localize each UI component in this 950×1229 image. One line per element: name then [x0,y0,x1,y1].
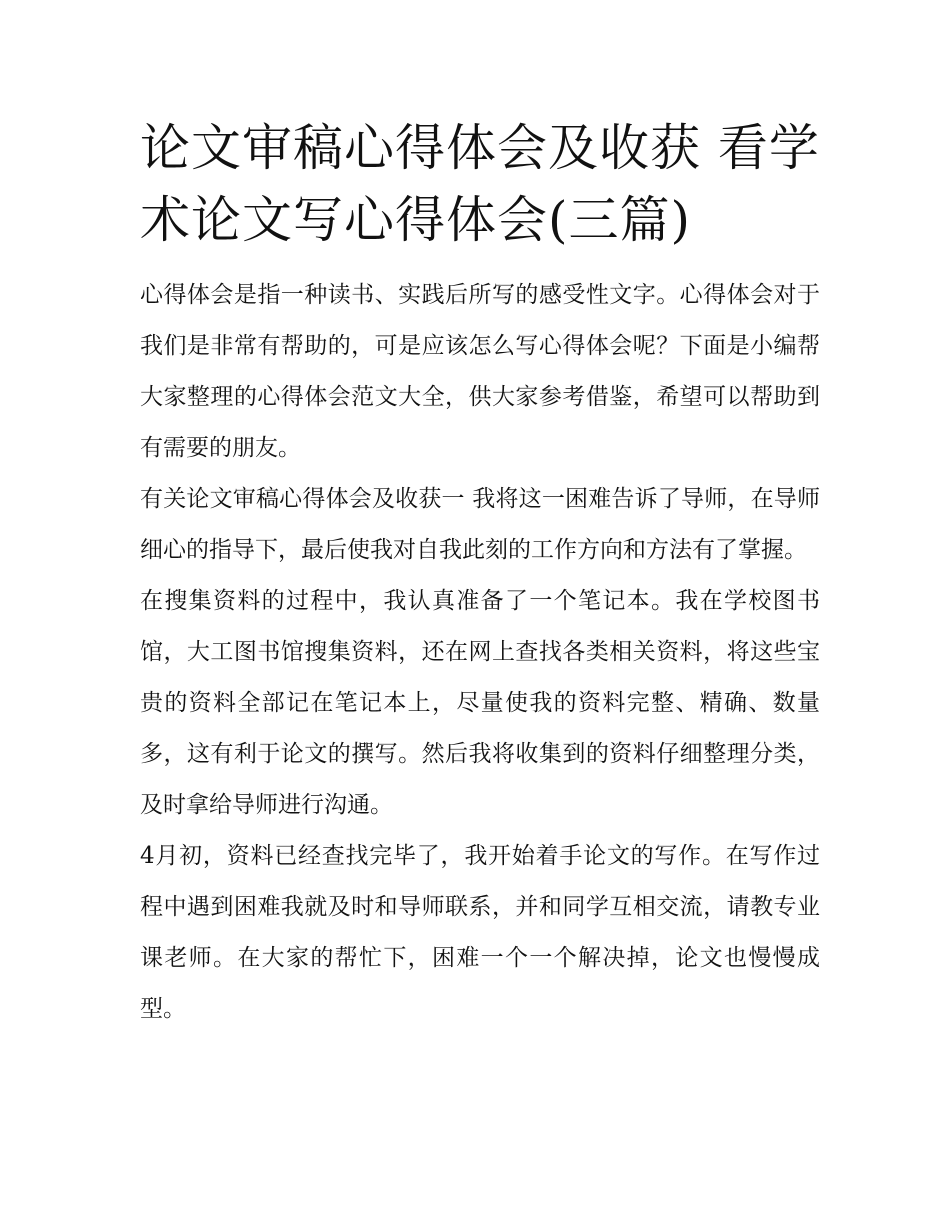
paragraph-one: 有关论文审稿心得体会及收获一 我将这一困难告诉了导师，在导师细心的指导下，最后使我对自我此刻的工作方向和方法有了掌握。 [140,486,820,563]
paragraph-intro: 心得体会是指一种读书、实践后所写的感受性文字。心得体会对于我们是非常有帮助的，可是应该怎么写心得体会呢？下面是小编帮大家整理的心得体会范文大全，供大家参考借鉴，希望可以帮助到有需要的朋友。 [140,282,820,461]
document-title: 论文审稿心得体会及收获 看学术论文写心得体会(三篇) [140,119,820,249]
paragraph-three: 4月初，资料已经查找完毕了，我开始着手论文的写作。在写作过程中遇到困难我就及时和导师联系，并和同学互相交流，请教专业课老师。在大家的帮忙下，困难一个一个解决掉，论文也慢慢成型。 [140,843,820,1022]
paragraph-two: 在搜集资料的过程中，我认真准备了一个笔记本。我在学校图书馆，大工图书馆搜集资料，还在网上查找各类相关资料，将这些宝贵的资料全部记在笔记本上，尽量使我的资料完整、精确、数量多，这有利于论文的撰写。然后我将收集到的资料仔细整理分类，及时拿给导师进行沟通。 [140,588,820,818]
document-body [140,112,820,1035]
